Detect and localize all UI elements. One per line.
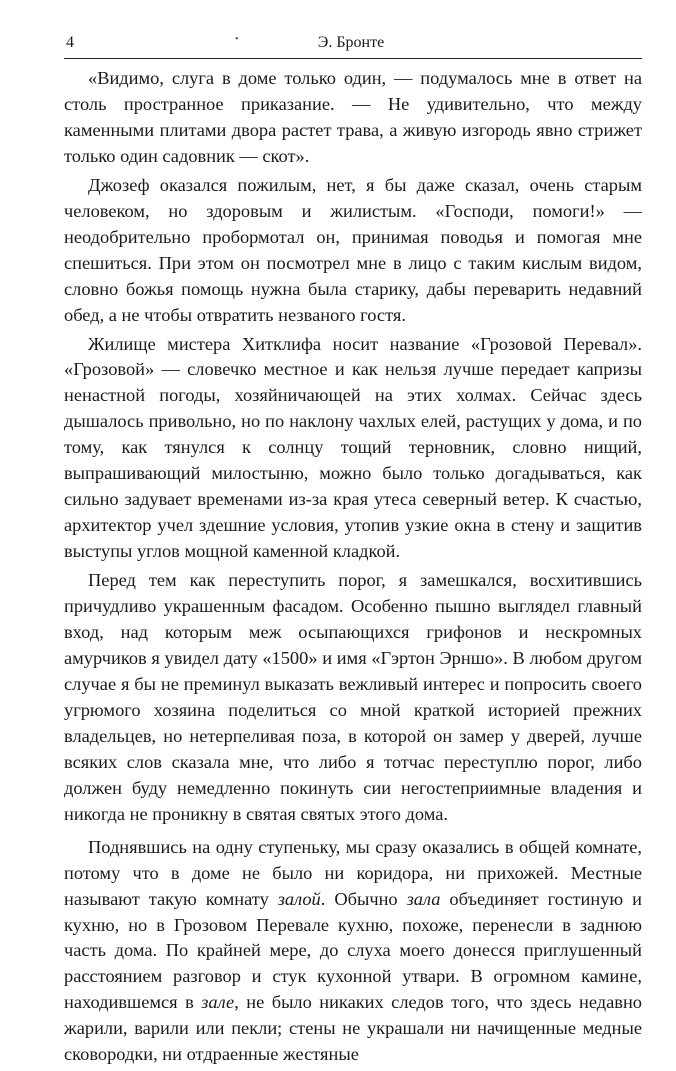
paragraph: «Видимо, слуга в доме только один, — подумалось мне в ответ на столь пространное приказание. — Не удивительно, что между каменными плитами двора растет трава, а живую изгородь явно стрижет только один садовник — скот». — [64, 68, 642, 166]
header-rule — [64, 58, 642, 59]
print-speck: • — [235, 34, 239, 45]
running-head — [62, 26, 640, 51]
paragraph: Перед тем как переступить порог, я замешкался, восхитившись причудливо украшенным фасадом. Особенно пышно выглядел главный вход, над которым меж осыпающихся грифонов и нескромных амурчиков я увидел дату «1500» и имя «Гэртон Эрншо». В любом другом случае я бы не преминул выказать вежливый интерес и попросить своего угрюмого хозяина поделиться со мной краткой историей прежних владельцев, но нетерпеливая поза, в которой он замер у дверей, лучше всяких слов сказала мне, что либо я тотчас переступлю порог, либо должен буду немедленно покинуть сии негостеприимные владения и никогда не проникну в святая святых этого дома. — [64, 570, 642, 824]
text-run: Поднявшись на одну ступеньку, мы сразу оказались в общей комнате, потому что в доме не было ни коридора, ни прихожей. Местные называют такую комнату — [64, 836, 642, 909]
italic-term: залой — [277, 888, 321, 909]
page-number: 4 — [66, 34, 74, 51]
text-run: , не было никаких следов того, что здесь недавно жарили, варили или пекли; стены не украшали ни начищенные медные сковородки, ни отдраенные жестяные — [64, 992, 642, 1065]
text-run: объединяет гостиную и кухню, но в Грозовом Перевале кухню, похоже, перенесли в заднюю часть дома. По крайней мере, до слуха моего донесся приглушенный расстоянием разговор и стук кухонной утвари. В огромном камине, находившемся в — [64, 888, 642, 1013]
text-run: . Обычно — [320, 888, 407, 909]
paragraph: Жилище мистера Хитклифа носит название «Грозовой Перевал». «Грозовой» — словечко местное и как нельзя лучше передает капризы ненастной погоды, хозяйничающей на этих холмах. Сейчас здесь дышалось привольно, но по наклону чахлых елей, растущих у дома, и по тому, как тянулся к солнцу тощий терновник, словно нищий, выпрашивающий милостыню, можно было только догадываться, как сильно задувает временами из-за края утеса северный ветер. К счастью, архитектор учел здешние условия, утопив узкие окна в стену и защитив выступы углов мощной каменной кладкой. — [64, 333, 642, 562]
italic-term: зале — [201, 992, 235, 1013]
paragraph: Джозеф оказался пожилым, нет, я бы даже сказал, очень старым человеком, но здоровым и жилистым. «Господи, помоги!» — неодобрительно пробормотал он, принимая поводья и помогая мне спешиться. При этом он посмотрел мне в лицо с таким кислым видом, словно божья помощь нужна была старику, дабы переварить недавний обед, а не чтобы отвратить незваного гостя. — [64, 174, 642, 325]
italic-term: зала — [406, 888, 441, 909]
running-title: Э. Бронте — [317, 34, 385, 51]
body-text — [64, 66, 642, 1071]
paragraph — [64, 835, 642, 1069]
